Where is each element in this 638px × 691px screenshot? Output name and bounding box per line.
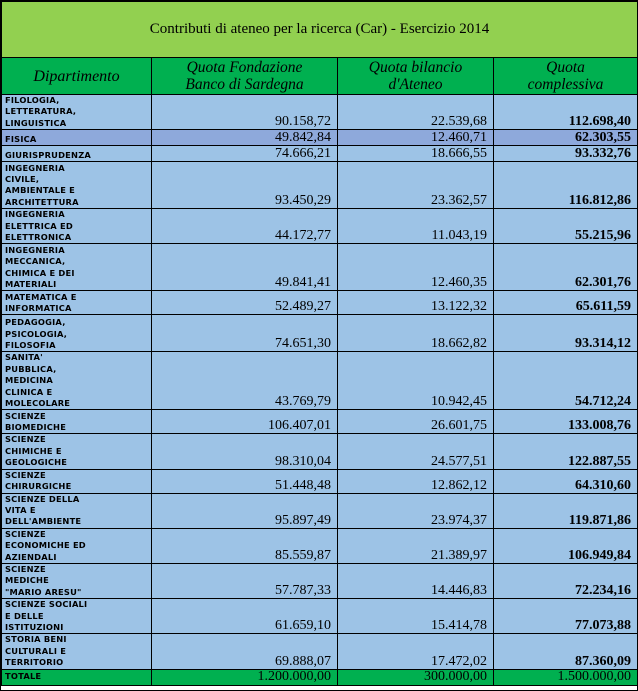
quota-ateneo-cell: 14.446,83	[338, 563, 494, 598]
quota-complessiva-cell: 65.611,59	[494, 291, 638, 315]
department-name-line: SCIENZE DELLA	[5, 493, 80, 504]
department-name-line: CIVILE,	[5, 174, 40, 184]
quota-fondazione-cell: 95.897,49	[152, 493, 338, 528]
quota-complessiva-cell: 77.073,88	[494, 599, 638, 634]
quota-ateneo-cell: 26.601,75	[338, 410, 494, 434]
department-name-line: ISTITUZIONI	[5, 621, 64, 632]
quota-complessiva-cell: 112.698,40	[494, 95, 638, 130]
department-name	[2, 95, 152, 130]
table-row	[2, 209, 638, 244]
quota-fondazione-cell: 49.841,41	[152, 244, 338, 291]
total-complessiva: 1.500.000,00	[494, 669, 638, 685]
department-name-line: SCIENZE	[5, 434, 46, 445]
total-fondazione: 1.200.000,00	[152, 669, 338, 685]
quota-complessiva-cell: 133.008,76	[494, 410, 638, 434]
department-name-line: DELL'AMBIENTE	[5, 516, 82, 527]
table-row	[2, 434, 638, 469]
department-name-line: ELETTRICA ED	[5, 220, 73, 231]
quota-ateneo-cell: 12.862,12	[338, 469, 494, 493]
table-row	[2, 469, 638, 493]
department-name-line: MECCANICA,	[5, 256, 66, 267]
quota-ateneo-cell: 23.974,37	[338, 493, 494, 528]
department-name-line: SCIENZE SOCIALI	[5, 599, 88, 610]
department-name-line: MEDICINA	[5, 375, 54, 386]
department-name-line: INGEGNERIA	[5, 162, 65, 173]
total-label: TOTALE	[2, 669, 152, 685]
department-name-line: ARCHITETTURA	[5, 196, 79, 207]
header-dipartimento	[2, 58, 152, 95]
quota-fondazione-cell: 74.666,21	[152, 146, 338, 162]
quota-ateneo-cell: 12.460,35	[338, 244, 494, 291]
department-name-line: FILOSOFIA	[5, 340, 56, 351]
quota-ateneo-cell: 13.122,32	[338, 291, 494, 315]
header-line: Banco di Sardegna	[185, 76, 304, 93]
quota-fondazione-cell: 61.659,10	[152, 599, 338, 634]
department-name-line: BIOMEDICHE	[5, 422, 67, 433]
quota-complessiva-cell: 64.310,60	[494, 469, 638, 493]
table-row	[2, 146, 638, 162]
department-name-line: PSICOLOGIA,	[5, 328, 68, 339]
quota-ateneo-cell: 22.539,68	[338, 95, 494, 130]
department-name-line: E DELLE	[5, 610, 44, 621]
department-name-line: ECONOMICHE ED	[5, 540, 86, 551]
department-name-line: SCIENZE	[5, 410, 46, 421]
quota-fondazione-cell: 43.769,79	[152, 352, 338, 410]
funding-table	[1, 1, 638, 686]
department-name-line: "MARIO ARESU"	[5, 586, 82, 597]
quota-complessiva-cell: 116.812,86	[494, 162, 638, 209]
department-name	[2, 291, 152, 315]
quota-complessiva-cell: 87.360,09	[494, 634, 638, 669]
quota-ateneo-cell: 23.362,57	[338, 162, 494, 209]
quota-fondazione-cell: 93.450,29	[152, 162, 338, 209]
department-name-line: GIURISPRUDENZA	[5, 149, 92, 160]
quota-ateneo-cell: 15.414,78	[338, 599, 494, 634]
header-line: Quota	[546, 59, 585, 76]
quota-complessiva-cell: 62.301,76	[494, 244, 638, 291]
department-name-line: SCIENZE	[5, 563, 46, 574]
department-name-line: AMBIENTALE E	[5, 185, 76, 196]
table-row	[2, 634, 638, 669]
quota-ateneo-cell: 21.389,97	[338, 528, 494, 563]
quota-ateneo-cell: 11.043,19	[338, 209, 494, 244]
department-name-line: INGEGNERIA	[5, 244, 65, 255]
quota-ateneo-cell: 18.666,55	[338, 146, 494, 162]
header-line: complessiva	[527, 76, 604, 93]
department-name-line: AZIENDALI	[5, 551, 57, 562]
quota-ateneo-cell: 18.662,82	[338, 315, 494, 352]
department-name	[2, 563, 152, 598]
department-name-line: SANITA'	[5, 352, 43, 363]
table-row	[2, 162, 638, 209]
quota-complessiva-cell: 93.314,12	[494, 315, 638, 352]
department-name	[2, 130, 152, 146]
department-name-line: SCIENZE	[5, 528, 46, 539]
table-row	[2, 599, 638, 634]
quota-complessiva-cell: 62.303,55	[494, 130, 638, 146]
quota-fondazione-cell: 106.407,01	[152, 410, 338, 434]
department-name-line: PUBBLICA,	[5, 363, 57, 374]
quota-complessiva-cell: 122.887,55	[494, 434, 638, 469]
department-name-line: CLINICA E	[5, 386, 53, 397]
department-name-line: INGEGNERIA	[5, 209, 65, 220]
department-name-line: PEDAGOGIA,	[5, 317, 66, 328]
quota-fondazione-cell: 85.559,87	[152, 528, 338, 563]
department-name	[2, 528, 152, 563]
quota-complessiva-cell: 72.234,16	[494, 563, 638, 598]
table-row	[2, 95, 638, 130]
department-name	[2, 434, 152, 469]
department-name	[2, 315, 152, 352]
department-name	[2, 209, 152, 244]
table-row	[2, 291, 638, 315]
department-name-line: ELETTRONICA	[5, 232, 72, 243]
quota-complessiva-cell: 93.332,76	[494, 146, 638, 162]
table-row	[2, 563, 638, 598]
quota-fondazione-cell: 98.310,04	[152, 434, 338, 469]
department-name	[2, 352, 152, 410]
quota-complessiva-cell: 106.949,84	[494, 528, 638, 563]
department-name-line: CHIMICHE E	[5, 445, 62, 456]
department-name-line: CHIMICA E DEI	[5, 267, 75, 278]
department-name-line: CULTURALI E	[5, 645, 67, 656]
table-row	[2, 130, 638, 146]
header-line: Quota Fondazione	[186, 59, 303, 76]
total-row	[2, 669, 638, 685]
department-name-line: MATEMATICA E	[5, 291, 77, 302]
quota-fondazione-cell: 74.651,30	[152, 315, 338, 352]
quota-ateneo-cell: 10.942,45	[338, 352, 494, 410]
quota-fondazione-cell: 52.489,27	[152, 291, 338, 315]
table-row	[2, 493, 638, 528]
table-row	[2, 244, 638, 291]
department-name-line: VITA E	[5, 504, 36, 515]
quota-complessiva-cell: 54.712,24	[494, 352, 638, 410]
department-name-line: CHIRURGICHE	[5, 481, 72, 492]
quota-fondazione-cell: 90.158,72	[152, 95, 338, 130]
department-name	[2, 634, 152, 669]
quota-fondazione-cell: 44.172,77	[152, 209, 338, 244]
quota-complessiva-cell: 119.871,86	[494, 493, 638, 528]
department-name	[2, 410, 152, 434]
header-line: d'Ateneo	[388, 76, 443, 93]
department-name-line: MOLECOLARE	[5, 398, 71, 409]
quota-fondazione-cell: 51.448,48	[152, 469, 338, 493]
table-row	[2, 315, 638, 352]
header-quota-bilancio	[338, 58, 494, 95]
table-row	[2, 352, 638, 410]
department-name	[2, 146, 152, 162]
header-line: Dipartimento	[33, 67, 120, 85]
department-name-line: MEDICHE	[5, 575, 49, 586]
table-title: Contributi di ateneo per la ricerca (Car) - Esercizio 2014	[2, 2, 638, 58]
quota-fondazione-cell: 57.787,33	[152, 563, 338, 598]
table-row	[2, 528, 638, 563]
department-name-line: GEOLOGICHE	[5, 457, 68, 468]
department-name-line: LINGUISTICA	[5, 117, 67, 128]
department-name-line: LETTERATURA,	[5, 106, 77, 117]
department-name	[2, 162, 152, 209]
quota-complessiva-cell: 55.215,96	[494, 209, 638, 244]
department-name-line: INFORMATICA	[5, 303, 72, 314]
department-name-line: STORIA BENI	[5, 634, 67, 645]
header-quota-complessiva	[494, 58, 638, 95]
department-name	[2, 599, 152, 634]
table-row	[2, 410, 638, 434]
department-name-line: TERRITORIO	[5, 657, 64, 668]
quota-ateneo-cell: 24.577,51	[338, 434, 494, 469]
total-ateneo: 300.000,00	[338, 669, 494, 685]
header-line: Quota bilancio	[368, 59, 463, 76]
quota-fondazione-cell: 69.888,07	[152, 634, 338, 669]
department-name	[2, 493, 152, 528]
quota-ateneo-cell: 12.460,71	[338, 130, 494, 146]
header-quota-fondazione	[152, 58, 338, 95]
quota-ateneo-cell: 17.472,02	[338, 634, 494, 669]
department-name-line: MATERIALI	[5, 279, 57, 290]
department-name-line: FISICA	[5, 133, 37, 144]
department-name-line: SCIENZE	[5, 469, 46, 480]
department-name-line: FILOLOGIA,	[5, 95, 60, 105]
quota-fondazione-cell: 49.842,84	[152, 130, 338, 146]
department-name	[2, 244, 152, 291]
department-name	[2, 469, 152, 493]
